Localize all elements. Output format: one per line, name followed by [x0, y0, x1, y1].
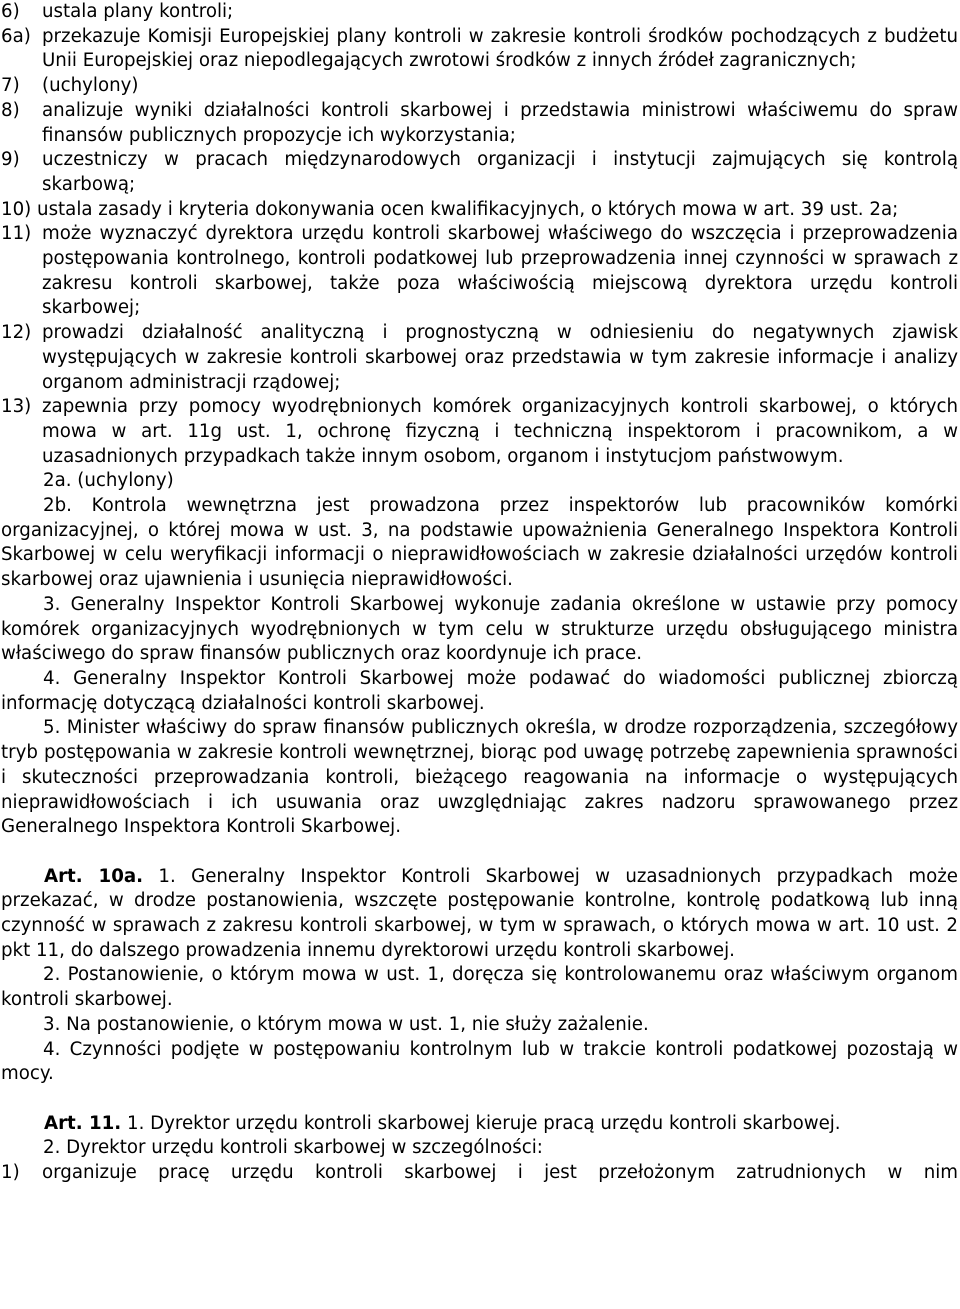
item-number: 7) [1, 75, 20, 97]
list-item [1, 222, 958, 321]
list-item [1, 25, 958, 74]
article-text: 1. Generalny Inspektor Kontroli Skarbowej w uzasadnionych przypadkach może przekazać, w drodze postanowienia, wszczęte postępowanie kontrolne, kontrolę podatkową lub inną czynność w sprawach z zakresu kontroli skarbowej, w tym w sprawach, o których mowa w art. 10 ust. 2 pkt 11, do dalszego prowadzenia innemu dyrektorowi urzędu kontroli skarbowej. [1, 865, 958, 961]
item-number: 8) [1, 99, 20, 121]
list-item-hanging [1, 198, 958, 223]
item-number: 10) [1, 198, 32, 220]
paragraph: 2. Dyrektor urzędu kontroli skarbowej w szczególności: [43, 1137, 543, 1159]
item-number: 6a) [1, 25, 31, 47]
paragraph: 2a. (uchylony) [43, 470, 174, 492]
item-text: uczestniczy w pracach międzynarodowych organizacji i instytucji zajmujących się kontrolą skarbową; [42, 149, 958, 195]
list-item [1, 1161, 958, 1186]
item-number: 6) [1, 1, 20, 22]
item-text: prowadzi działalność analityczną i prognostyczną w odniesieniu do negatywnych zjawisk występujących w zakresie kontroli skarbowej oraz przedstawia w tym zakresie informacje i analizy organom administracji rządowej; [42, 322, 958, 393]
item-text: analizuje wyniki działalności kontroli skarbowej i przedstawia ministrowi właściwemu do spraw finansów publicznych propozycje ich wykorzystania; [42, 99, 958, 146]
item-text: zapewnia przy pomocy wyodrębnionych komórek organizacyjnych kontroli skarbowej, o których mowa w art. 11g ust. 1, ochronę fizyczną i techniczną inspektorom i pracownikom, a w uzasadnionych przypadkach także innym osobom, organom i instytucjom państwowym. [42, 396, 958, 467]
list-item [1, 74, 958, 99]
list-item [1, 321, 958, 395]
item-text: może wyznaczyć dyrektora urzędu kontroli skarbowej właściwego do wszczęcia i przeprowadzenia postępowania kontrolnego, kontroli podatkowej lub przeprowadzenia innej czynności w sprawach z zakresu kontroli skarbowej, także poza właściwością miejscową dyrektora urzędu kontroli skarbowej; [42, 223, 958, 319]
item-text: przekazuje Komisji Europejskiej plany kontroli w zakresie kontroli środków pochodzących z budżetu Unii Europejskiej oraz niepodlegających zwrotowi środków z innych źródeł zagranicznych; [42, 25, 958, 72]
paragraph: 4. Generalny Inspektor Kontroli Skarbowej może podawać do wiadomości publicznej zbiorczą informację dotyczącą działalności kontroli skarbowej. [1, 667, 958, 714]
list-item [1, 395, 958, 469]
list-item [1, 0, 958, 25]
item-number: 1) [1, 1162, 20, 1184]
paragraph: 3. Na postanowienie, o którym mowa w ust. 1, nie służy zażalenie. [43, 1013, 649, 1035]
item-number: 12) [1, 322, 32, 344]
article-text: 1. Dyrektor urzędu kontroli skarbowej kieruje pracą urzędu kontroli skarbowej. [127, 1112, 841, 1134]
list-item [1, 99, 958, 148]
item-number: 13) [1, 396, 32, 418]
section-gap [1, 1087, 958, 1112]
paragraph: 4. Czynności podjęte w postępowaniu kontrolnym lub w trakcie kontroli podatkowej pozostają w mocy. [1, 1038, 958, 1085]
article-paragraph [1, 1112, 958, 1137]
article-paragraph [1, 865, 958, 964]
paragraph: 3. Generalny Inspektor Kontroli Skarbowej wykonuje zadania określone w ustawie przy pomocy komórek organizacyjnych wyodrębnionych w tym celu w strukturze urzędu obsługującego ministra właściwego do spraw finansów publicznych oraz koordynuje ich prace. [1, 593, 958, 665]
paragraph: 2. Postanowienie, o którym mowa w ust. 1, doręcza się kontrolowanemu oraz właściwym organom kontroli skarbowej. [1, 964, 958, 1011]
item-number: 11) [1, 223, 32, 245]
list-item [1, 148, 958, 197]
item-text: organizuje pracę urzędu kontroli skarbowej i jest przełożonym zatrudnionych w nim [42, 1162, 958, 1184]
item-text: (uchylony) [42, 75, 139, 97]
item-number: 9) [1, 149, 20, 171]
item-text: ustala plany kontroli; [42, 1, 234, 22]
article-label: Art. 10a. [44, 865, 144, 887]
article-label: Art. 11. [44, 1112, 122, 1134]
paragraph: 2b. Kontrola wewnętrzna jest prowadzona przez inspektorów lub pracowników komórki organizacyjnej, o której mowa w ust. 3, na podstawie upoważnienia Generalnego Inspektora Kontroli Skarbowej w celu weryfikacji informacji o nieprawidłowościach w zakresie działalności urzędów kontroli skarbowej oraz ujawnienia i usunięcia nieprawidłowości. [1, 495, 958, 591]
section-gap [1, 840, 958, 865]
item-text: ustala zasady i kryteria dokonywania ocen kwalifikacyjnych, o których mowa w art. 39 ust. 2a; [37, 198, 899, 220]
paragraph: 5. Minister właściwy do spraw finansów publicznych określa, w drodze rozporządzenia, szczegółowy tryb postępowania w zakresie kontroli wewnętrznej, biorąc pod uwagę potrzebę zapewnienia sprawności i skuteczności przeprowadzania kontroli, bieżącego reagowania na informacje o występujących nieprawidłowościach i ich usuwania oraz uwzględniając zakres nadzoru sprawowanego przez Generalnego Inspektora Kontroli Skarbowej. [1, 717, 958, 838]
